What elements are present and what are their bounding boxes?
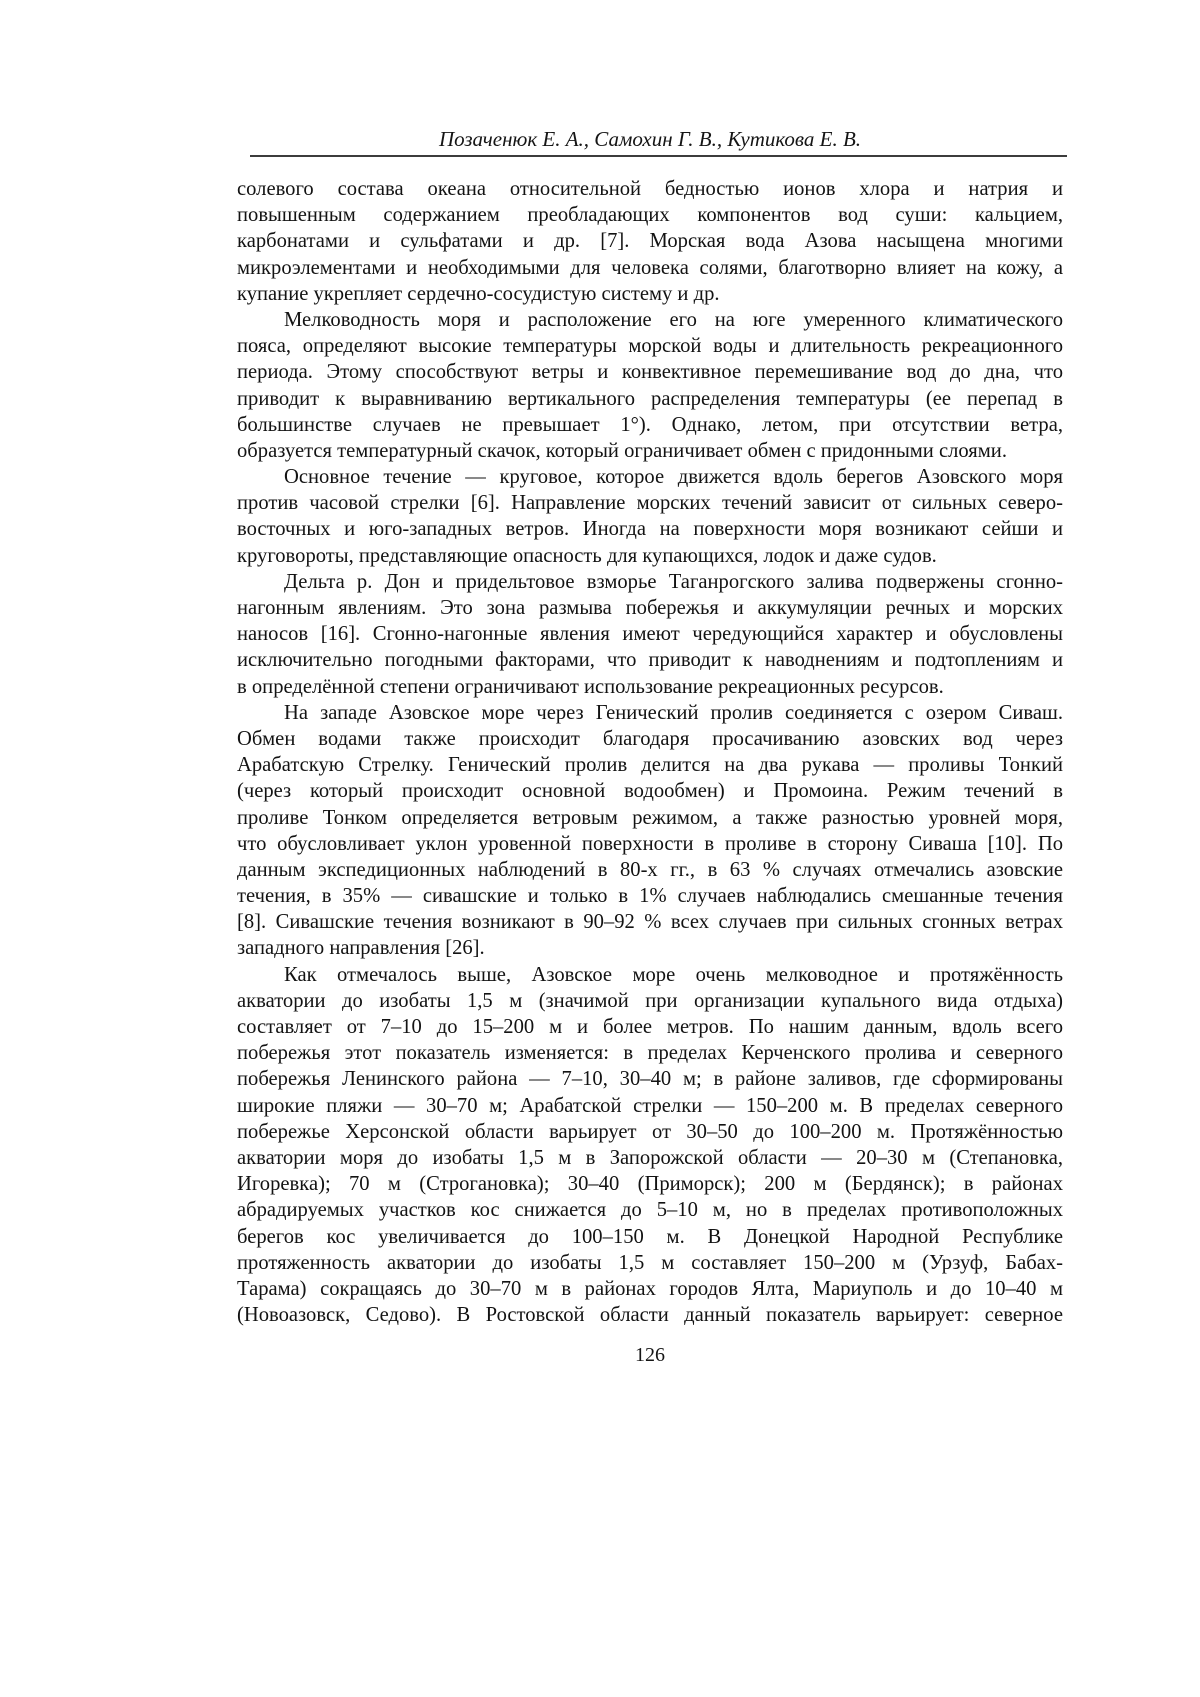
text-line: повышенным содержанием преобладающих компонентов вод суши: кальцием,: [237, 204, 1063, 227]
text-line: приводит к выравниванию вертикального распределения температуры (ее перепад в: [237, 387, 1063, 410]
text-line: в определённой степени ограничивают использование рекреационных ресурсов.: [237, 675, 944, 698]
text-line: наносов [16]. Сгонно-нагонные явления имеют чередующийся характер и обусловлены: [237, 623, 1063, 646]
text-line: Мелководность моря и расположение его на юге умеренного климатического: [284, 308, 1063, 331]
text-line: побережья Ленинского района — 7–10, 30–40 м; в районе заливов, где сформированы: [237, 1068, 1063, 1091]
text-line: Дельта р. Дон и придельтовое взморье Таганрогского залива подвержены сгонно-: [284, 570, 1063, 593]
text-line: проливе Тонком определяется ветровым режимом, а также разностью уровней моря,: [237, 806, 1063, 829]
page-number: 126: [635, 1344, 665, 1366]
text-line: Арабатскую Стрелку. Генический пролив делится на два рукава — проливы Тонкий: [237, 754, 1063, 777]
text-line: акватории моря до изобаты 1,5 м в Запорожской области — 20–30 м (Степановка,: [237, 1146, 1063, 1169]
text-line: данным экспедиционных наблюдений в 80-х гг., в 63 % случаях отмечались азовские: [237, 858, 1063, 881]
text-line: На западе Азовское море через Генический пролив соединяется с озером Сиваш.: [284, 701, 1063, 724]
text-line: [8]. Сивашские течения возникают в 90–92 % всех случаев при сильных сгонных ветрах: [237, 911, 1063, 934]
running-header-authors: Позаченюк Е. А., Самохин Г. В., Кутикова Е. В.: [438, 127, 862, 151]
header-divider: [250, 155, 1067, 157]
text-line: карбонатами и сульфатами и др. [7]. Морская вода Азова насыщена многими: [237, 230, 1063, 253]
body-text: [237, 176, 1063, 1328]
text-line: берегов кос увеличивается до 100–150 м. В Донецкой Народной Республике: [237, 1225, 1063, 1248]
text-line: Обмен водами также происходит благодаря просачиванию азовских вод через: [237, 727, 1063, 750]
text-line: круговороты, представляющие опасность для купающихся, лодок и даже судов.: [237, 544, 937, 567]
text-line: что обусловливает уклон уровенной поверхности в проливе в сторону Сиваша [10]. По: [237, 832, 1063, 855]
text-line: купание укрепляет сердечно-сосудистую систему и др.: [237, 282, 720, 305]
text-line: западного направления [26].: [237, 937, 485, 960]
text-line: микроэлементами и необходимыми для человека солями, благотворно влияет на кожу, а: [237, 256, 1063, 279]
text-line: пояса, определяют высокие температуры морской воды и длительность рекреационного: [237, 335, 1063, 358]
text-line: побережья этот показатель изменяется: в пределах Керченского пролива и северного: [237, 1042, 1063, 1065]
text-line: Как отмечалось выше, Азовское море очень мелководное и протяжённость: [284, 963, 1063, 986]
text-line: восточных и юго-западных ветров. Иногда на поверхности моря возникают сейши и: [237, 518, 1063, 541]
text-line: (Новоазовск, Седово). В Ростовской области данный показатель варьирует: северное: [237, 1304, 1063, 1327]
text-line: образуется температурный скачок, который ограничивает обмен с придонными слоями.: [237, 439, 1007, 462]
text-line: большинстве случаев не превышает 1°). Однако, летом, при отсутствии ветра,: [237, 413, 1063, 436]
text-line: абрадируемых участков кос снижается до 5–10 м, но в пределах противоположных: [237, 1199, 1063, 1222]
text-line: протяженность акватории до изобаты 1,5 м составляет 150–200 м (Урзуф, Бабах-: [237, 1251, 1063, 1274]
paragraph: [237, 307, 1063, 464]
text-line: широкие пляжи — 30–70 м; Арабатской стрелки — 150–200 м. В пределах северного: [237, 1094, 1063, 1117]
text-line: исключительно погодными факторами, что приводит к наводнениям и подтоплениям и: [237, 649, 1063, 672]
paragraph: [237, 700, 1063, 962]
text-line: Игоревка); 70 м (Строгановка); 30–40 (Приморск); 200 м (Бердянск); в районах: [237, 1173, 1063, 1196]
paragraph: [237, 176, 1063, 307]
text-line: (через который происходит основной водообмен) и Промоина. Режим течений в: [237, 780, 1063, 803]
text-line: солевого состава океана относительной бедностью ионов хлора и натрия и: [237, 178, 1063, 200]
text-line: Тарама) сокращаясь до 30–70 м в районах городов Ялта, Мариуполь и до 10–40 м: [237, 1277, 1063, 1300]
paragraph: [237, 464, 1063, 569]
text-line: побережье Херсонской области варьирует от 30–50 до 100–200 м. Протяжённостью: [237, 1120, 1063, 1143]
text-line: нагонным явлениям. Это зона размыва побережья и аккумуляции речных и морских: [237, 597, 1063, 619]
text-line: акватории до изобаты 1,5 м (значимой при организации купального вида отдыха): [237, 989, 1063, 1012]
paragraph: [237, 569, 1063, 700]
text-line: течения, в 35% — сивашские и только в 1% случаев наблюдались смешанные течения: [237, 885, 1063, 908]
text-line: периода. Этому способствуют ветры и конвективное перемешивание вод до дна, что: [237, 361, 1063, 384]
text-line: против часовой стрелки [6]. Направление морских течений зависит от сильных северо-: [237, 492, 1063, 515]
text-line: Основное течение — круговое, которое движется вдоль берегов Азовского моря: [284, 466, 1063, 489]
text-line: составляет от 7–10 до 15–200 м и более метров. По нашим данным, вдоль всего: [237, 1016, 1063, 1038]
paragraph: [237, 962, 1063, 1329]
